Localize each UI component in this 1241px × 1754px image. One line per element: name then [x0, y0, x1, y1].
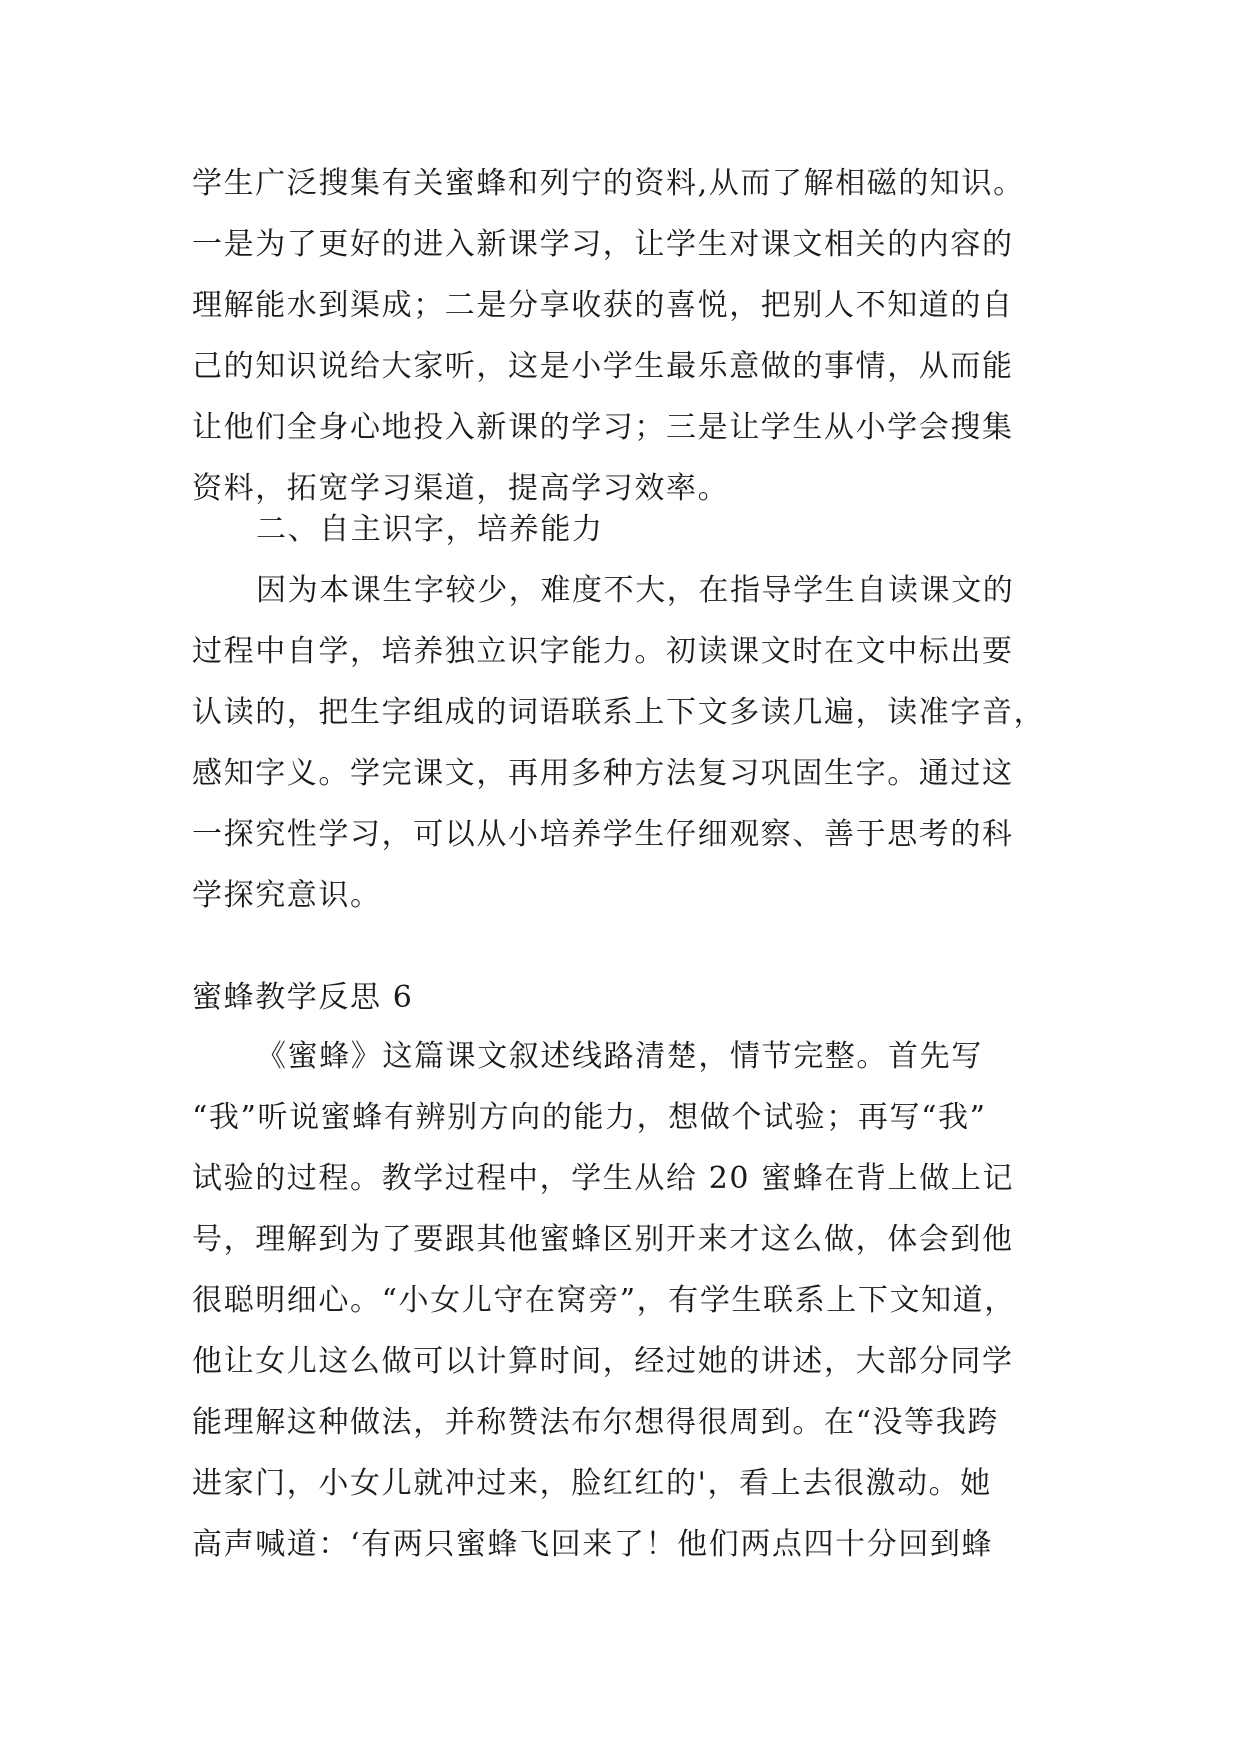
paragraph-line: 能理解这种做法，并称赞法布尔想得很周到。在“没等我跨	[192, 1405, 999, 1440]
paragraph-line: 一探究性学习，可以从小培养学生仔细观察、善于思考的科	[192, 817, 1014, 852]
section-heading: 二、自主识字，培养能力	[256, 512, 604, 547]
paragraph-line: 学探究意识。	[192, 878, 382, 913]
paragraph-line: 进家门，小女儿就冲过来，脸红红的'，看上去很激动。她	[192, 1466, 992, 1501]
paragraph-line: 理解能水到渠成；二是分享收获的喜悦，把别人不知道的自	[192, 288, 1014, 323]
paragraph-line: 号，理解到为了要跟其他蜜蜂区别开来才这么做，体会到他	[192, 1222, 1014, 1257]
paragraph-line: “我”听说蜜蜂有辨别方向的能力，想做个试验；再写“我”	[192, 1100, 987, 1135]
paragraph-line: 高声喊道：‘有两只蜜蜂飞回来了！他们两点四十分回到蜂	[192, 1527, 994, 1562]
paragraph-line: 感知字义。学完课文，再用多种方法复习巩固生字。通过这	[192, 756, 1014, 791]
paragraph-line: 他让女儿这么做可以计算时间，经过她的讲述，大部分同学	[192, 1344, 1014, 1379]
paragraph-line: 己的知识说给大家听，这是小学生最乐意做的事情，从而能	[192, 349, 1014, 384]
paragraph-line: 认读的，把生字组成的词语联系上下文多读几遍，读准字音，	[192, 695, 1046, 730]
paragraph-line: 让他们全身心地投入新课的学习；三是让学生从小学会搜集	[192, 410, 1014, 445]
paragraph-line: 一是为了更好的进入新课学习，让学生对课文相关的内容的	[192, 227, 1014, 262]
paragraph-line: 因为本课生字较少，难度不大，在指导学生自读课文的	[256, 573, 1015, 608]
paragraph-line: 资料，拓宽学习渠道，提高学习效率。	[192, 471, 730, 506]
paragraph-line: 《蜜蜂》这篇课文叙述线路清楚，情节完整。首先写	[256, 1039, 983, 1074]
paragraph-line: 很聪明细心。“小女儿守在窝旁”，有学生联系上下文知道，	[192, 1283, 1016, 1318]
paragraph-line: 过程中自学，培养独立识字能力。初读课文时在文中标出要	[192, 634, 1014, 669]
paragraph-line: 试验的过程。教学过程中，学生从给 20 蜜蜂在背上做上记	[192, 1161, 1015, 1196]
paragraph-line: 学生广泛搜集有关蜜蜂和列宁的资料,从而了解相磁的知识。	[192, 166, 1025, 201]
section-title: 蜜蜂教学反思 6	[192, 980, 414, 1015]
